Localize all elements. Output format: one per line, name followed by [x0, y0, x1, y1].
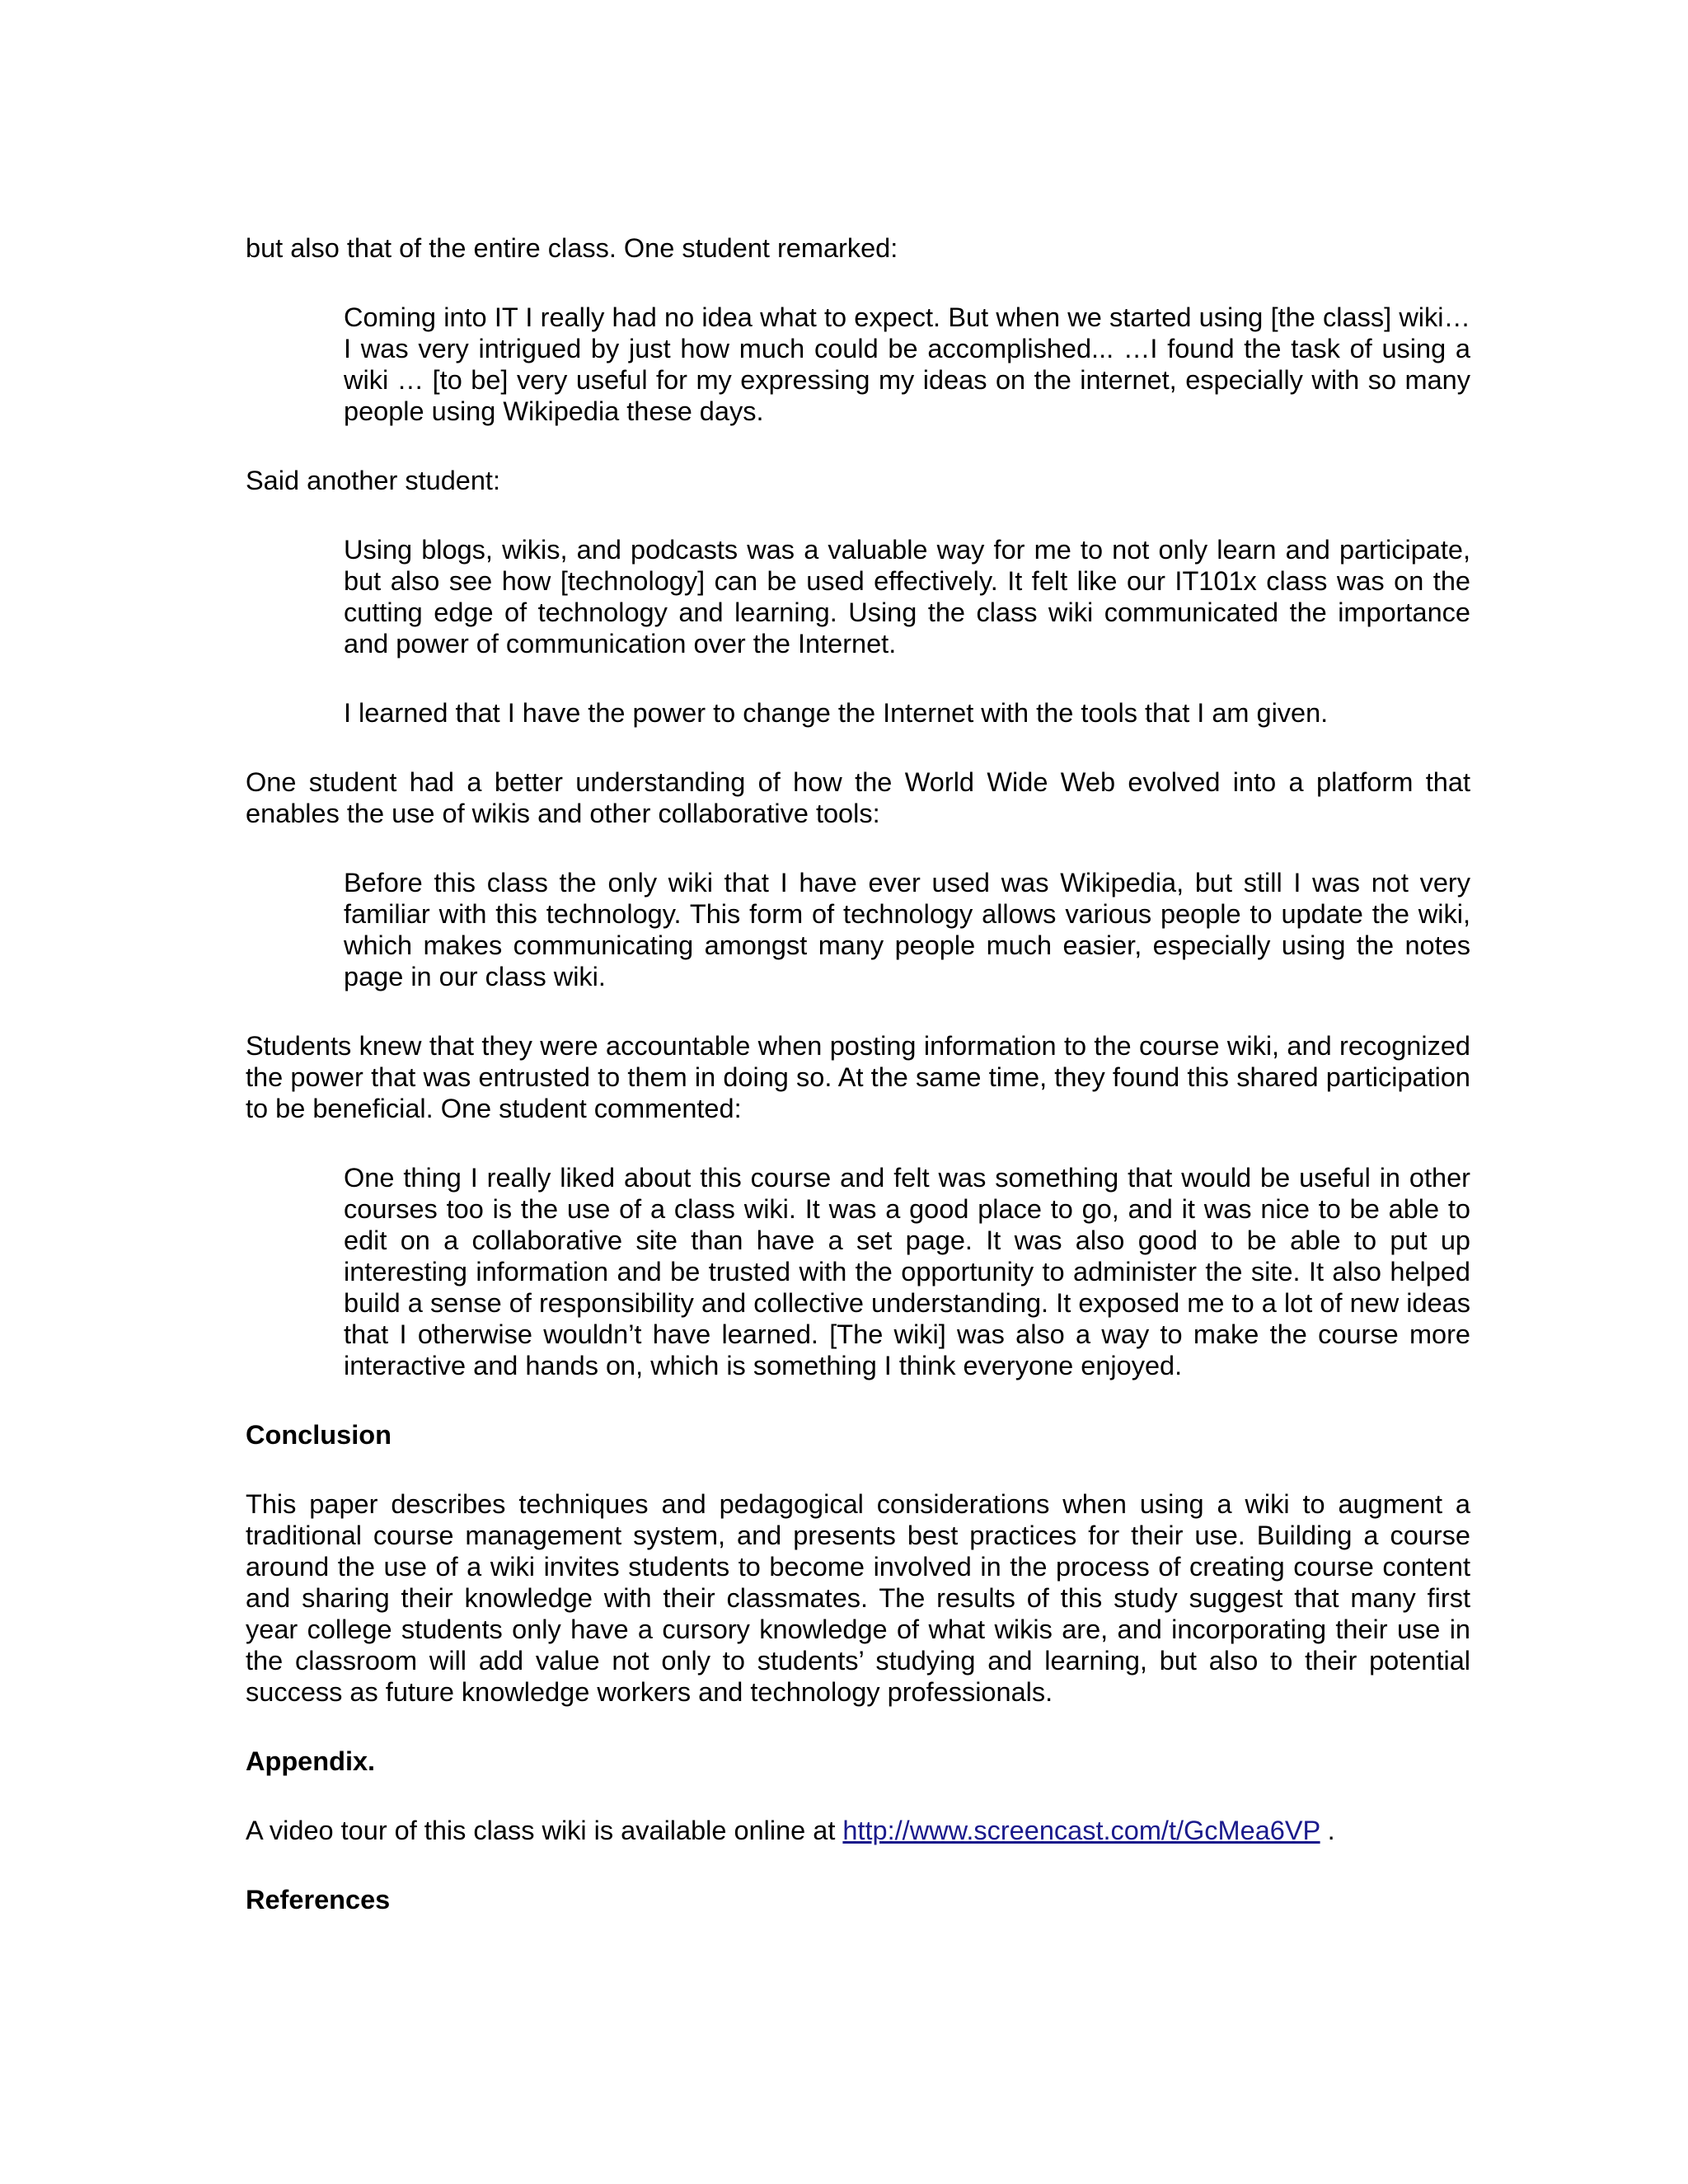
appendix-text: A video tour of this class wiki is available online at [246, 1816, 843, 1845]
student-quote-4: Before this class the only wiki that I have ever used was Wikipedia, but still I was not very familiar with this technology. This form of technology allows various people to update the wiki, which makes communicating amongst many people much easier, especially using the notes page in our class wiki. [344, 868, 1470, 991]
appendix-text-end: . [1320, 1816, 1335, 1845]
student-quote-5: One thing I really liked about this course and felt was something that would be useful in other courses too is the use of a class wiki. It was a good place to go, and it was nice to be able to edit on a collaborative site than have a set page. It was also good to be able to put up interesting information and be trusted with the opportunity to administer the site. It also helped build a sense of responsibility and collective understanding. It exposed me to a lot of new ideas that I otherwise wouldn’t have learned. [The wiki] was also a way to make the course more interactive and hands on, which is something I think everyone enjoyed. [344, 1163, 1470, 1380]
student-quote-2: Using blogs, wikis, and podcasts was a valuable way for me to not only learn and participate, but also see how [technology] can be used effectively. It felt like our IT101x class was on the cutting edge of technology and learning. Using the class wiki communicated the importance and power of communication over the Internet. [344, 535, 1470, 658]
body-paragraph-accountable: Students knew that they were accountable when posting information to the course wiki, and recognized the power that was entrusted to them in doing so. At the same time, they found this shared participation to be beneficial. One student commented: [246, 1031, 1470, 1123]
section-heading-references: References [246, 1885, 391, 1915]
screencast-link[interactable]: http://www.screencast.com/t/GcMea6VP [842, 1816, 1320, 1845]
student-quote-1: Coming into IT I really had no idea what to expect. But when we started using [the class] wiki… I was very intrigued by just how much could be accomplished... …I found the task of using a wiki … [to be] very useful for my expressing my ideas on the internet, especially with so many people using Wikipedia these days. [344, 302, 1470, 426]
body-paragraph-www: One student had a better understanding of how the World Wide Web evolved into a platform that enables the use of wikis and other collaborative tools: [246, 767, 1470, 828]
body-paragraph-said-another: Said another student: [246, 466, 500, 495]
section-heading-conclusion: Conclusion [246, 1420, 392, 1450]
conclusion-paragraph: This paper describes techniques and pedagogical considerations when using a wiki to augment a traditional course management system, and presents best practices for their use. Building a course around the use of a wiki invites students to become involved in the process of creating course content and sharing their knowledge with their classmates. The results of this study suggest that many first year college students only have a cursory knowledge of what wikis are, and incorporating their use in the classroom will add value not only to students’ studying and learning, but also to their potential success as future knowledge workers and technology professionals. [246, 1489, 1470, 1707]
page-content [246, 232, 1470, 1915]
appendix-paragraph [246, 1815, 1470, 1846]
body-paragraph-intro: but also that of the entire class. One student remarked: [246, 233, 898, 263]
student-quote-3: I learned that I have the power to change the Internet with the tools that I am given. [344, 698, 1329, 728]
section-heading-appendix: Appendix. [246, 1746, 376, 1776]
